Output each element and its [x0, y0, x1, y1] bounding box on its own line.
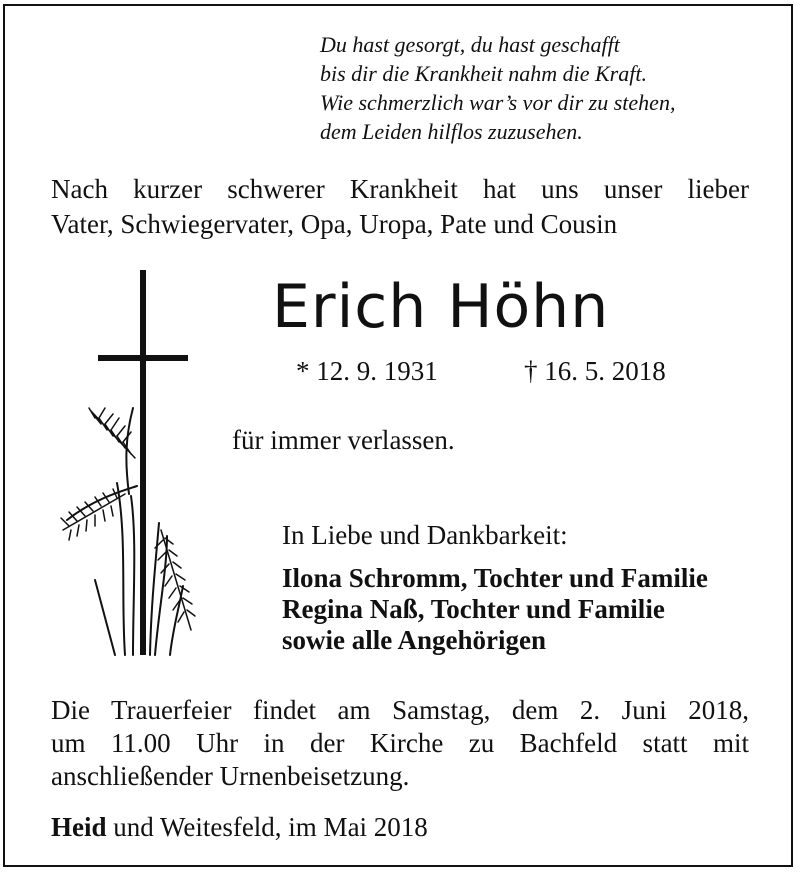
closing-place-bold: Heid — [51, 812, 107, 842]
poem-line: bis dir die Krankheit nahm die Kraft. — [320, 61, 647, 86]
service-line-2: um 11.00 Uhr in der Kirche zu Bachfeld statt mit — [51, 728, 749, 758]
closing-rest: und Weitesfeld, im Mai 2018 — [106, 812, 428, 842]
thanks-heading: In Liebe und Dankbarkeit: — [282, 520, 568, 550]
left-text: für immer verlassen. — [232, 425, 455, 455]
poem — [320, 30, 675, 146]
intro-line-2: Vater, Schwiegervater, Opa, Uropa, Pate und Cousin — [51, 209, 618, 239]
intro-line-1: Nach kurzer schwerer Krankheit hat uns unser lieber — [51, 174, 749, 204]
poem-line: dem Leiden hilflos zuzusehen. — [320, 119, 583, 144]
signer-line: sowie alle Angehörigen — [282, 625, 546, 655]
signer-line: Regina Naß, Tochter und Familie — [282, 594, 665, 624]
service-info — [51, 694, 749, 793]
signers — [282, 563, 708, 656]
birth-date: * 12. 9. 1931 — [296, 356, 438, 386]
closing-line — [51, 812, 428, 843]
cross-with-wheat-icon — [55, 268, 200, 660]
poem-line: Du hast gesorgt, du hast geschafft — [320, 32, 620, 57]
signer-line: Ilona Schromm, Tochter und Familie — [282, 563, 708, 593]
poem-line: Wie schmerzlich war’s vor dir zu stehen, — [320, 90, 676, 115]
deceased-name: Erich Höhn — [272, 272, 610, 342]
service-line-3: anschließender Urnenbeisetzung. — [51, 761, 410, 791]
intro-text — [51, 172, 749, 242]
service-line-1: Die Trauerfeier findet am Samstag, dem 2. Juni 2018, — [51, 695, 749, 725]
death-date: † 16. 5. 2018 — [524, 356, 666, 386]
